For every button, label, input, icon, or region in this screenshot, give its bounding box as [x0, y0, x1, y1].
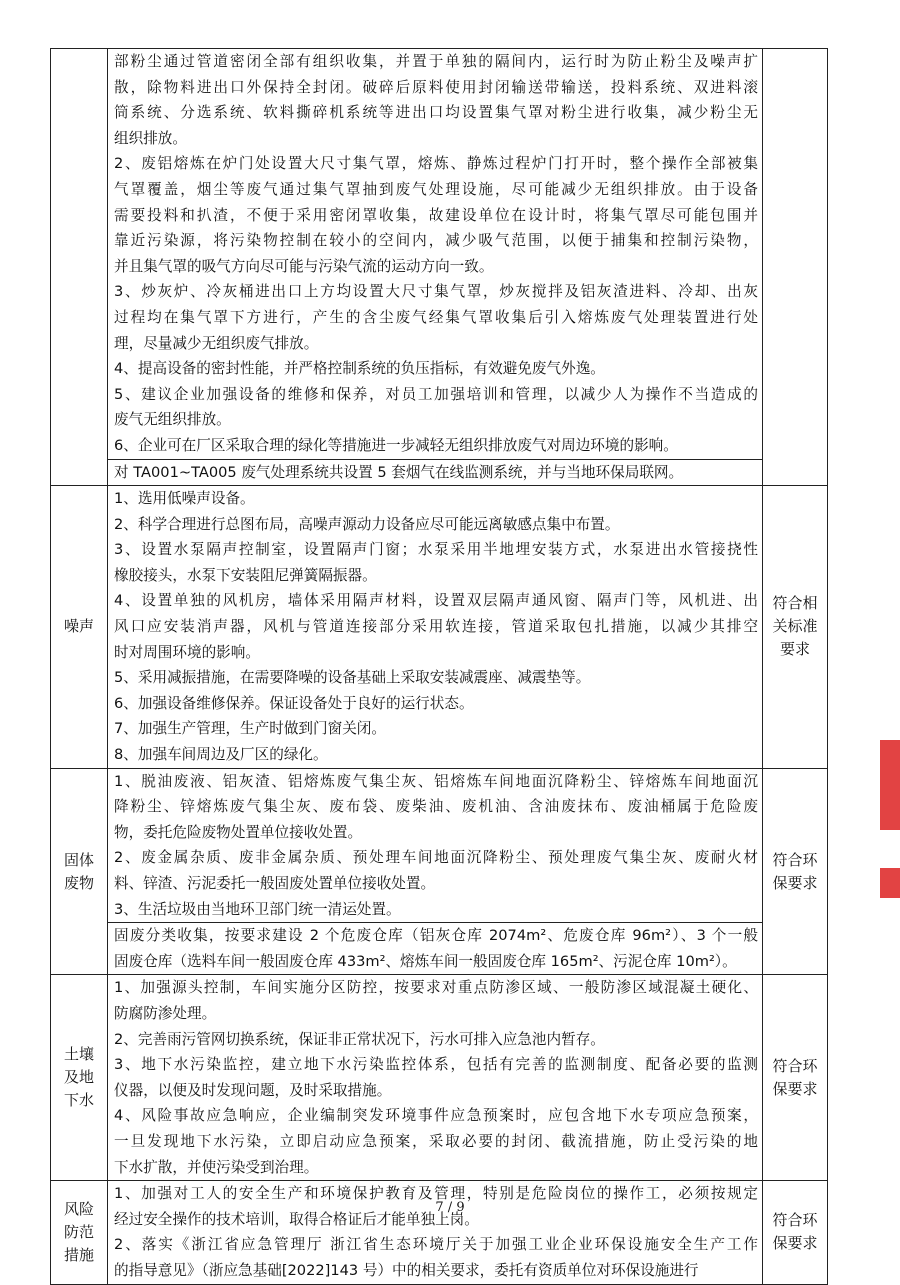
text-line: 一旦发现地下水污染，立即启动应急预案，采取必要的封闭、截流措施，防止受污染的地 — [114, 1132, 758, 1150]
air-measures-text — [114, 49, 758, 459]
air-monitor-cell — [108, 459, 763, 486]
text-line: 部粉尘通过管道密闭全部有组织收集，并置于单独的隔间内，运行时为防止粉尘及噪声扩 — [114, 53, 758, 70]
risk-prevention-measures-cell — [108, 1181, 763, 1284]
category-soil-groundwater — [51, 975, 108, 1181]
row-solid-waste-storage — [51, 923, 828, 975]
air-monitor-text: 对 TA001~TA005 废气处理系统共设置 5 套烟气在线监测系统，并与当地环保局联网。 — [114, 463, 684, 481]
category-risk-prevention — [51, 1181, 108, 1284]
text-line: 下水扩散，并使污染受到治理。 — [114, 1158, 319, 1176]
risk-prevention-measures-text — [114, 1181, 758, 1283]
red-seal-mark — [880, 740, 900, 830]
text-line: 橡胶接头，水泵下安装阻尼弹簧隔振器。 — [114, 566, 377, 584]
requirement-soil-groundwater — [763, 975, 828, 1181]
text-line: 3、设置水泵隔声控制室，设置隔声门窗；水泵采用半地埋安装方式，水泵进出水管接挠性 — [114, 541, 758, 559]
row-solid-waste — [51, 768, 828, 923]
category-cell-empty — [51, 49, 108, 486]
red-seal-mark — [880, 868, 900, 898]
measures-table-wrapper — [50, 48, 828, 1285]
requirement-solid-waste-label: 符合环保要求 — [772, 850, 818, 892]
text-line: 1、选用低噪声设备。 — [114, 490, 255, 508]
text-line: 物，委托危险废物处置单位接收处置。 — [114, 823, 363, 841]
row-soil-groundwater — [51, 975, 828, 1181]
category-soil-groundwater-label: 土壤及地下水 — [63, 1045, 94, 1110]
text-line: 筒系统、分选系统、软料撕碎机系统等进出口均设置集气罩对粉尘进行收集，减少粉尘无 — [114, 104, 758, 122]
text-line: 靠近污染源，将污染物控制在较小的空间内，减少吸气范围，以便于捕集和控制污染物， — [114, 232, 758, 250]
soil-groundwater-measures-cell — [108, 975, 763, 1181]
text-line: 固废仓库（选料车间一般固废仓库 433m²、熔炼车间一般固废仓库 165m²、污泥仓库 10m²）。 — [114, 952, 737, 970]
text-line: 6、加强设备维修保养。保证设备处于良好的运行状态。 — [114, 694, 474, 712]
requirement-risk-prevention — [763, 1181, 828, 1284]
text-line: 6、企业可在厂区采取合理的绿化等措施进一步减轻无组织排放废气对周边环境的影响。 — [114, 436, 678, 454]
text-line: 2、完善雨污管网切换系统，保证非正常状况下，污水可排入应急池内暂存。 — [114, 1030, 605, 1048]
text-line: 4、提高设备的密封性能，并严格控制系统的负压指标，有效避免废气外逸。 — [114, 360, 605, 378]
solid-waste-measures-text — [114, 769, 758, 923]
row-risk-prevention — [51, 1181, 828, 1284]
text-line: 防腐防渗处理。 — [114, 1004, 217, 1022]
requirement-noise-label: 符合相关标准要求 — [772, 594, 818, 659]
category-noise — [51, 486, 108, 769]
text-line: 2、落实《浙江省应急管理厅 浙江省生态环境厅关于加强工业企业环保设施安全生产工作 — [114, 1236, 758, 1254]
text-line: 并且集气罩的吸气方向尽可能与污染气流的运动方向一致。 — [114, 257, 494, 275]
text-line: 4、设置单独的风机房，墙体采用隔声材料，设置双层隔声通风窗、隔声门等，风机进、出 — [114, 592, 758, 610]
text-line: 散，除物料进出口外保持全封闭。破碎后原料使用封闭输送带输送，投料系统、双进料滚 — [114, 78, 758, 96]
text-line: 5、采用减振措施，在需要降噪的设备基础上采取安装减震座、减震垫等。 — [114, 669, 591, 687]
text-line: 2、废金属杂质、废非金属杂质、预处理车间地面沉降粉尘、预处理废气集尘灰、废耐火材 — [114, 849, 758, 867]
text-line: 1、加强对工人的安全生产和环境保护教育及管理，特别是危险岗位的操作工，必须按规定 — [114, 1185, 758, 1203]
noise-measures-cell — [108, 486, 763, 769]
text-line: 固废分类收集，按要求建设 2 个危废仓库（铝灰仓库 2074m²、危废仓库 96m²）、3 个一般 — [114, 927, 758, 945]
soil-groundwater-measures-text — [114, 975, 758, 1180]
text-line: 废气无组织排放。 — [114, 411, 231, 429]
requirement-risk-prevention-label: 符合环保要求 — [772, 1211, 818, 1253]
text-line: 时对周围环境的影响。 — [114, 643, 260, 661]
requirement-solid-waste — [763, 768, 828, 975]
text-line: 需要投料和扒渣，不便于采用密闭罩收集，故建设单位在设计时，将集气罩尽可能包围并 — [114, 206, 758, 224]
text-line: 气罩覆盖，烟尘等废气通过集气罩抽到废气处理设施，尽可能减少无组织排放。由于设备 — [114, 180, 758, 198]
text-line: 组织排放。 — [114, 129, 187, 147]
category-risk-prevention-label: 风险防范措施 — [63, 1199, 94, 1264]
solid-waste-storage-text — [114, 923, 758, 974]
text-line: 经过安全操作的技术培训，取得合格证后才能单独上岗。 — [114, 1210, 479, 1228]
environmental-measures-table — [50, 48, 828, 1285]
text-line: 降粉尘、锌熔炼废气集尘灰、废布袋、废柴油、废机油、含油废抹布、废油桶属于危险废 — [114, 798, 758, 816]
solid-waste-measures-cell — [108, 768, 763, 923]
requirement-cell-empty — [763, 49, 828, 486]
text-line: 1、加强源头控制，车间实施分区防控，按要求对重点防渗区域、一般防渗区域混凝土硬化、 — [114, 979, 758, 997]
text-line: 1、脱油废液、铝灰渣、铝熔炼废气集尘灰、铝熔炼车间地面沉降粉尘、锌熔炼车间地面沉 — [114, 772, 758, 790]
category-solid-waste-label: 固体废物 — [63, 850, 94, 892]
text-line: 2、科学合理进行总图布局，高噪声源动力设备应尽可能远离敏感点集中布置。 — [114, 515, 620, 533]
text-line: 料、锌渣、污泥委托一般固废处置单位接收处置。 — [114, 875, 436, 892]
text-line: 3、地下水污染监控，建立地下水污染监控体系，包括有完善的监测制度、配备必要的监测 — [114, 1056, 758, 1074]
text-line: 2、废铝熔炼在炉门处设置大尺寸集气罩，熔炼、静炼过程炉门打开时，整个操作全部被集 — [114, 155, 758, 173]
text-line: 7、加强生产管理，生产时做到门窗关闭。 — [114, 720, 386, 738]
noise-measures-text — [114, 486, 758, 768]
text-line: 过程均在集气罩下方进行，产生的含尘废气经集气罩收集后引入熔炼废气处理装置进行处 — [114, 308, 758, 326]
requirement-noise — [763, 486, 828, 769]
requirement-soil-groundwater-label: 符合环保要求 — [772, 1056, 818, 1098]
row-air-continued — [51, 49, 828, 460]
row-air-monitor — [51, 459, 828, 486]
page-number: 7 / 9 — [435, 1200, 465, 1215]
air-measures-cell — [108, 49, 763, 460]
solid-waste-storage-cell — [108, 923, 763, 975]
text-line: 4、风险事故应急响应，企业编制突发环境事件应急预案时，应包含地下水专项应急预案， — [114, 1107, 758, 1125]
text-line: 3、生活垃圾由当地环卫部门统一清运处置。 — [114, 900, 401, 918]
category-noise-label: 噪声 — [63, 617, 94, 636]
category-solid-waste — [51, 768, 108, 975]
text-line: 的指导意见》（浙应急基础[2022]143 号）中的相关要求，委托有资质单位对环保设施进行 — [114, 1261, 699, 1279]
text-line: 理，尽量减少无组织废气排放。 — [114, 334, 319, 352]
text-line: 风口应安装消声器，风机与管道连接部分采用软连接，管道采取包扎措施，以减少其排空 — [114, 618, 758, 636]
text-line: 3、炒灰炉、冷灰桶进出口上方均设置大尺寸集气罩，炒灰搅拌及铝灰渣进料、冷却、出灰 — [114, 283, 758, 301]
row-noise — [51, 486, 828, 769]
text-line: 5、建议企业加强设备的维修和保养，对员工加强培训和管理，以减少人为操作不当造成的 — [114, 385, 758, 403]
text-line: 8、加强车间周边及厂区的绿化。 — [114, 746, 328, 764]
text-line: 仪器，以便及时发现问题，及时采取措施。 — [114, 1081, 392, 1099]
